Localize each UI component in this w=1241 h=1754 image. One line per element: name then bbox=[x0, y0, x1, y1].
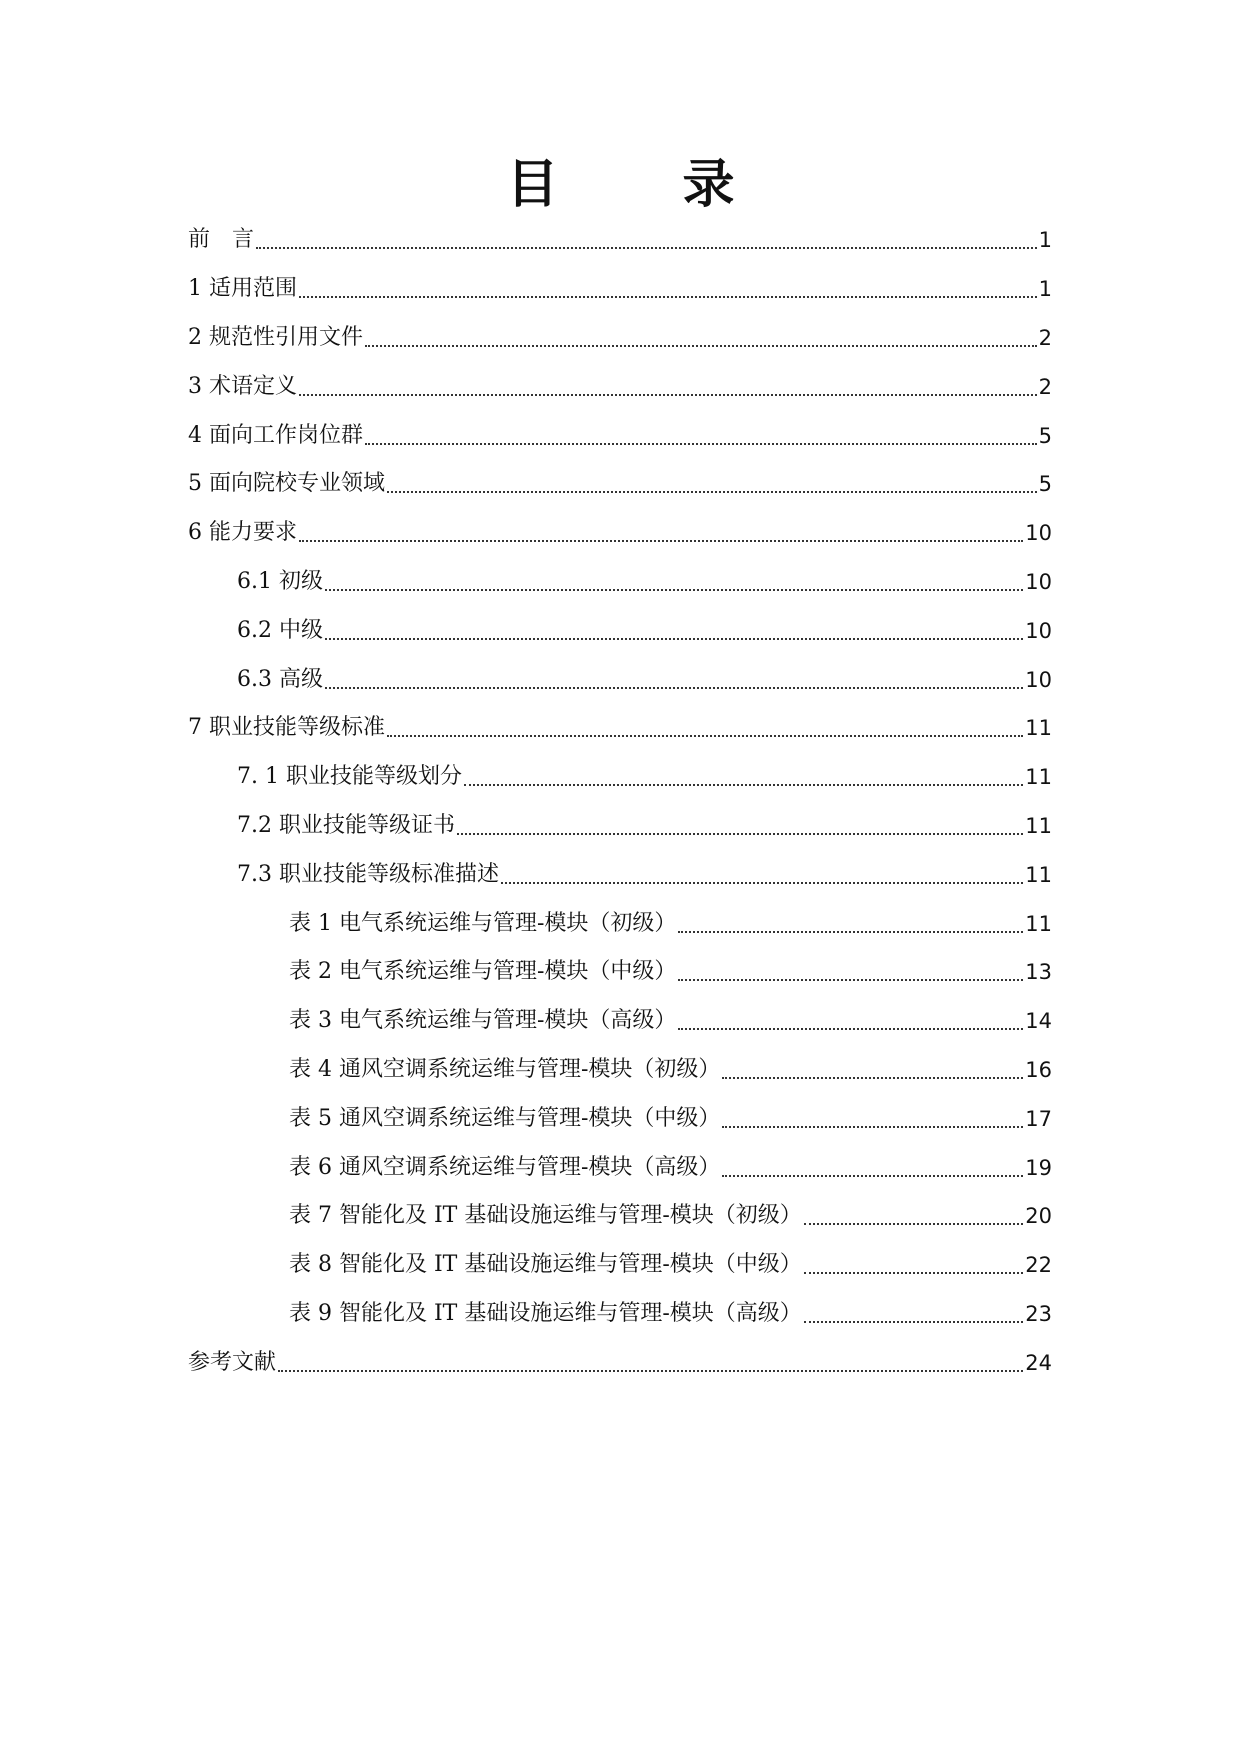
toc-page-number: 17 bbox=[1025, 1106, 1052, 1131]
toc-dot-leader bbox=[464, 784, 1023, 786]
toc-page-number: 11 bbox=[1025, 765, 1052, 790]
toc-entry[interactable] bbox=[188, 1290, 1052, 1339]
toc-dot-leader bbox=[325, 638, 1023, 640]
toc-entry-text: 7. 1 职业技能等级划分 bbox=[237, 764, 462, 790]
toc-page-number: 11 bbox=[1025, 862, 1052, 887]
toc-entry[interactable] bbox=[188, 753, 1052, 802]
toc-entry[interactable] bbox=[188, 460, 1052, 509]
toc-entry-text: 表 7 智能化及 IT 基础设施运维与管理-模块（初级） bbox=[289, 1203, 802, 1229]
toc-entry[interactable] bbox=[188, 1046, 1052, 1095]
toc-page-number: 2 bbox=[1038, 374, 1052, 399]
toc-dot-leader bbox=[678, 979, 1023, 981]
toc-page-number: 1 bbox=[1038, 277, 1052, 302]
toc-entry[interactable] bbox=[188, 704, 1052, 753]
toc-page-number: 11 bbox=[1025, 716, 1052, 741]
toc-entry-text: 4 面向工作岗位群 bbox=[188, 422, 363, 448]
toc-entry[interactable] bbox=[188, 655, 1052, 704]
toc-entry-text: 6 能力要求 bbox=[188, 520, 297, 546]
toc-entry-text: 表 3 电气系统运维与管理-模块（高级） bbox=[289, 1008, 677, 1034]
toc-entry-text: 表 2 电气系统运维与管理-模块（中级） bbox=[289, 959, 677, 985]
table-of-contents bbox=[188, 216, 1052, 1387]
toc-page-number: 1 bbox=[1038, 228, 1052, 253]
toc-entry[interactable] bbox=[188, 362, 1052, 411]
toc-dot-leader bbox=[678, 1028, 1023, 1030]
toc-entry-text: 3 术语定义 bbox=[188, 373, 297, 399]
toc-entry[interactable] bbox=[188, 411, 1052, 460]
toc-entry[interactable] bbox=[188, 265, 1052, 314]
toc-entry[interactable] bbox=[188, 850, 1052, 899]
toc-page-number: 16 bbox=[1025, 1057, 1052, 1082]
toc-page-number: 24 bbox=[1025, 1350, 1052, 1375]
toc-page-number: 5 bbox=[1038, 472, 1052, 497]
toc-page-number: 14 bbox=[1025, 1009, 1052, 1034]
toc-page-number: 2 bbox=[1038, 325, 1052, 350]
toc-dot-leader bbox=[365, 345, 1037, 347]
toc-entry-text: 7 职业技能等级标准 bbox=[188, 715, 385, 741]
toc-dot-leader bbox=[804, 1321, 1023, 1323]
toc-dot-leader bbox=[722, 1175, 1023, 1177]
toc-entry-text: 6.2 中级 bbox=[237, 617, 323, 643]
toc-page-number: 13 bbox=[1025, 960, 1052, 985]
toc-page-number: 10 bbox=[1025, 667, 1052, 692]
page-title: 目 录 bbox=[506, 154, 771, 215]
toc-page-number: 19 bbox=[1025, 1155, 1052, 1180]
toc-entry[interactable] bbox=[188, 899, 1052, 948]
toc-dot-leader bbox=[278, 1370, 1023, 1372]
toc-dot-leader bbox=[678, 931, 1023, 933]
toc-dot-leader bbox=[804, 1223, 1023, 1225]
toc-entry[interactable] bbox=[188, 948, 1052, 997]
toc-dot-leader bbox=[365, 443, 1037, 445]
toc-entry-text: 表 8 智能化及 IT 基础设施运维与管理-模块（中级） bbox=[289, 1252, 802, 1278]
toc-entry-text: 表 1 电气系统运维与管理-模块（初级） bbox=[289, 910, 677, 936]
toc-dot-leader bbox=[299, 394, 1037, 396]
toc-dot-leader bbox=[299, 296, 1037, 298]
toc-dot-leader bbox=[325, 687, 1023, 689]
toc-entry[interactable] bbox=[188, 1094, 1052, 1143]
toc-entry[interactable] bbox=[188, 216, 1052, 265]
toc-entry[interactable] bbox=[188, 509, 1052, 558]
toc-entry-text: 表 5 通风空调系统运维与管理-模块（中级） bbox=[289, 1105, 721, 1131]
toc-entry[interactable] bbox=[188, 1192, 1052, 1241]
toc-dot-leader bbox=[387, 491, 1037, 493]
toc-entry-text: 6.3 高级 bbox=[237, 666, 323, 692]
toc-dot-leader bbox=[501, 882, 1023, 884]
toc-page-number: 23 bbox=[1025, 1301, 1052, 1326]
toc-entry-text: 6.1 初级 bbox=[237, 568, 323, 594]
toc-entry[interactable] bbox=[188, 997, 1052, 1046]
toc-page-number: 10 bbox=[1025, 521, 1052, 546]
toc-page-number: 10 bbox=[1025, 569, 1052, 594]
toc-dot-leader bbox=[722, 1077, 1023, 1079]
toc-entry-text: 7.2 职业技能等级证书 bbox=[237, 812, 455, 838]
toc-page-number: 11 bbox=[1025, 911, 1052, 936]
toc-page-number: 11 bbox=[1025, 813, 1052, 838]
toc-dot-leader bbox=[299, 540, 1023, 542]
toc-entry[interactable] bbox=[188, 606, 1052, 655]
toc-entry[interactable] bbox=[188, 1241, 1052, 1290]
toc-entry-text: 参考文献 bbox=[188, 1349, 277, 1375]
toc-page-number: 20 bbox=[1025, 1204, 1052, 1229]
toc-entry-text: 5 面向院校专业领域 bbox=[188, 471, 385, 497]
toc-entry-text: 7.3 职业技能等级标准描述 bbox=[237, 861, 499, 887]
toc-page-number: 22 bbox=[1025, 1253, 1052, 1278]
toc-dot-leader bbox=[256, 247, 1037, 249]
toc-dot-leader bbox=[722, 1126, 1023, 1128]
toc-entry-text: 表 6 通风空调系统运维与管理-模块（高级） bbox=[289, 1154, 721, 1180]
toc-entry-text: 1 适用范围 bbox=[188, 276, 297, 302]
toc-entry[interactable] bbox=[188, 802, 1052, 851]
toc-dot-leader bbox=[387, 735, 1023, 737]
toc-dot-leader bbox=[804, 1272, 1023, 1274]
toc-entry-text: 2 规范性引用文件 bbox=[188, 324, 363, 350]
toc-dot-leader bbox=[325, 589, 1023, 591]
toc-entry-text: 表 9 智能化及 IT 基础设施运维与管理-模块（高级） bbox=[289, 1300, 802, 1326]
toc-entry-text: 表 4 通风空调系统运维与管理-模块（初级） bbox=[289, 1056, 721, 1082]
toc-entry[interactable] bbox=[188, 558, 1052, 607]
toc-entry-text: 前 言 bbox=[188, 227, 255, 253]
toc-page-number: 5 bbox=[1038, 423, 1052, 448]
toc-dot-leader bbox=[457, 833, 1023, 835]
toc-page-number: 10 bbox=[1025, 618, 1052, 643]
toc-entry[interactable] bbox=[188, 1143, 1052, 1192]
toc-entry[interactable] bbox=[188, 1338, 1052, 1387]
toc-entry[interactable] bbox=[188, 314, 1052, 363]
